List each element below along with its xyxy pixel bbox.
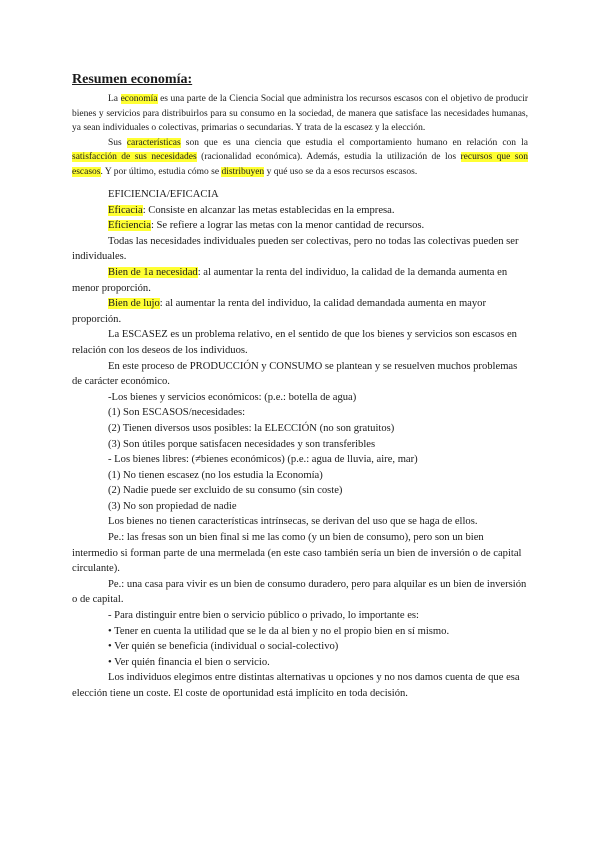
highlight-eficacia: Eficacia [108,204,143,216]
intro-block [72,92,528,179]
highlight-bien-necesidad: Bien de 1a necesidad [108,266,198,278]
highlight-bien-lujo: Bien de lujo [108,298,160,310]
text-run: : al aumentar la renta del individuo, la calidad demandada aumenta en mayor proporción. [72,298,487,325]
final-paragraph: Los individuos elegimos entre distintas alternativas u opciones y no nos damos cuenta de que esa elección tiene un coste. El coste de oportunidad está implícito en toda decisión. [72,672,520,699]
highlight-recursos: recursos que son escasos [72,152,528,177]
casa-example: Pe.: una casa para vivir es un bien de consumo duradero, pero para alquilar es un bien de inversión o de capital. [72,578,527,606]
necesidades-paragraph: Todas las necesidades individuales pueden ser colectivas, pero no todas las colectivas pueden ser individuales. [72,235,519,263]
text-run: . Y por último, estudia cómo se [100,166,222,177]
section-heading: EFICIENCIA/EFICACIA [108,189,219,200]
text-run: es una parte de la Ciencia Social que administra los recursos escasos con el objetivo de producir bienes y servicios para distribuirlos para su consumo en la sociedad, de manera que satisface las necesidades humanas, ya sean individuales o colectivas, primarias o secundarias. Y trata de la escasez y la elección. [72,94,528,133]
bullet-item: • Ver quién financia el bien o servicio. [108,656,270,668]
list-line: (3) No son propiedad de nadie [108,500,237,512]
text-run: son que es una ciencia que estudia el comportamiento humano en relación con la [180,137,529,148]
text-run: : Se refiere a lograr las metas con la menor cantidad de recursos. [150,220,425,232]
list-line: (2) Nadie puede ser excluido de su consumo (sin coste) [108,485,343,497]
text-run: y qué uso se da a esos recursos escasos. [264,166,418,177]
bullet-item: • Tener en cuenta la utilidad que se le da al bien y no el propio bien en sí mismo. [108,625,450,637]
text-run: (racionalidad económica). Además, estudia la utilización de los [196,152,461,162]
bien-lujo-definition [72,296,528,327]
list-line: (3) Son útiles porque satisfacen necesidades y son transferibles [108,438,376,450]
eficacia-definition [72,203,528,219]
highlight-satisfaccion: satisfacción de sus necesidades [72,152,197,162]
list-line: - Los bienes libres: (≠bienes económicos) (p.e.: agua de lluvia, aire, mar) [108,454,418,466]
intro-paragraph-economia [72,92,528,136]
text-run: : al aumentar la renta del individuo, la calidad de la demanda aumenta en menor proporción. [72,266,508,294]
eficiencia-section [72,187,528,702]
intro-paragraph-caracteristicas [72,136,528,180]
escasez-paragraph: La ESCASEZ es un problema relativo, en el sentido de que los bienes y servicios son escasos en relación con los deseos de los individuos. [72,329,517,356]
list-line: (1) Son ESCASOS/necesidades: [108,407,246,419]
list-line: -Los bienes y servicios económicos: (p.e.: botella de agua) [108,391,357,403]
bien-necesidad-definition [72,265,528,296]
proceso-paragraph: En este proceso de PRODUCCIÓN y CONSUMO se plantean y se resuelven muchos problemas de carácter económico. [72,360,518,388]
text-run: Sus [108,137,127,148]
eficiencia-definition [72,218,528,234]
bullet-item: • Ver quién se beneficia (individual o social-colectivo) [108,641,339,653]
distinguir-line: - Para distinguir entre bien o servicio público o privado, lo importante es: [108,610,419,622]
document-page [72,72,528,702]
list-line: (1) No tienen escasez (no los estudia la Economía) [108,469,323,481]
fresas-example: Pe.: las fresas son un bien final si me las como (y un bien de consumo), pero son un bien intermedio si forman parte de una mermelada (en este caso también sería un bien de inversión o de capital circulante). [72,532,522,575]
highlight-distribuyen: distribuyen [221,166,265,177]
highlight-economia: economía [120,94,158,104]
text-run: : Consiste en alcanzar las metas establecidas en la empresa. [142,204,395,216]
caracteristicas-paragraph: Los bienes no tienen características intrínsecas, se derivan del uso que se haga de ellos. [108,516,478,528]
document-title: Resumen economía: [72,72,193,87]
highlight-eficiencia: Eficiencia [108,220,151,232]
highlight-caracteristicas: características [126,137,181,148]
text-run: La [108,94,121,104]
list-line: (2) Tienen diversos usos posibles: la ELECCIÓN (no son gratuitos) [108,422,395,434]
